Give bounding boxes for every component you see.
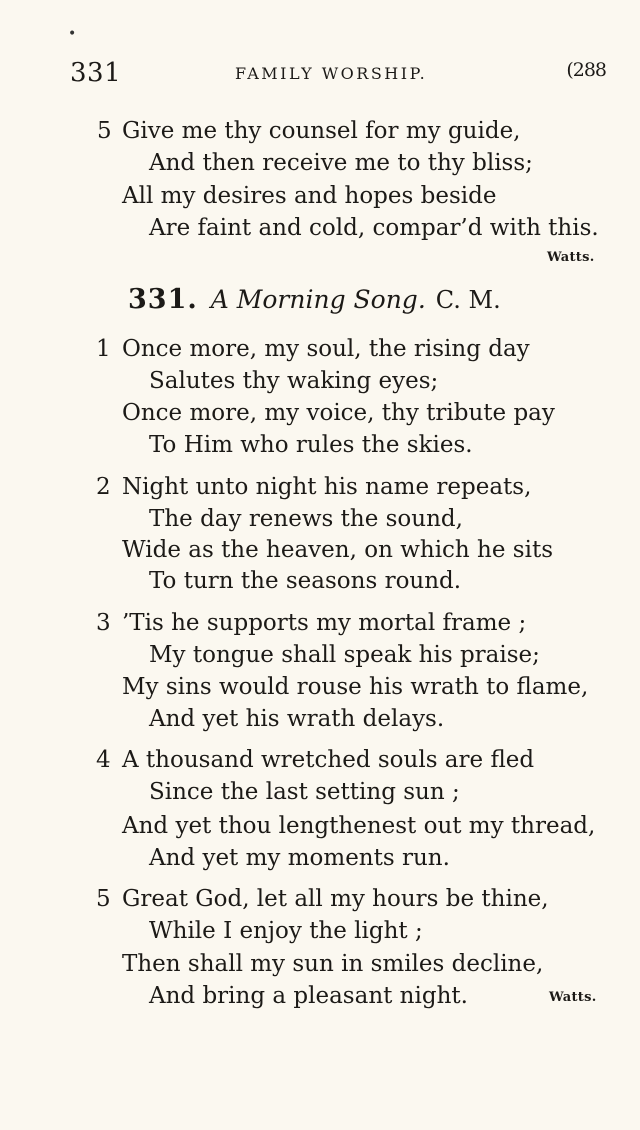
verse-line: And yet his wrath delays. (149, 706, 445, 732)
hymn-author: Watts. (549, 990, 597, 1005)
verse-line: My tongue shall speak his praise; (149, 642, 540, 668)
verse-number: 1 (96, 336, 111, 362)
verse-line: Once more, my voice, thy tribute pay (122, 400, 555, 426)
header-page-ref: (288 (566, 59, 606, 81)
verse-line: And bring a pleasant night. (149, 983, 468, 1009)
verse-line: Then shall my sun in smiles decline, (122, 951, 544, 977)
verse-line: And yet thou lengthenest out my thread, (122, 813, 596, 839)
hymn-meter: C. M. (435, 286, 501, 314)
verse-number: 2 (96, 474, 111, 500)
verse-line: To turn the seasons round. (149, 568, 462, 594)
verse-number: 5 (96, 886, 111, 912)
verse-line: Night unto night his name repeats, (122, 474, 532, 500)
verse-line: Give me thy counsel for my guide, (122, 118, 521, 144)
verse-line: Are faint and cold, compar’d with this. (149, 215, 599, 241)
verse-line: While I enjoy the light ; (149, 918, 423, 944)
verse-line: ’Tis he supports my mortal frame ; (122, 610, 527, 636)
print-speck: • (68, 26, 77, 42)
verse-line: Salutes thy waking eyes; (149, 368, 439, 394)
hymn-number-dot: . (187, 284, 197, 315)
verse-number: 3 (96, 610, 111, 636)
verse-line: Wide as the heaven, on which he sits (122, 537, 553, 563)
page-header (70, 58, 610, 92)
verse-line: Since the last setting sun ; (149, 779, 460, 805)
verse-line: The day renews the sound, (149, 506, 463, 532)
hymn-number: 331 (128, 284, 188, 315)
verse-line: Great God, let all my hours be thine, (122, 886, 549, 912)
header-title: FAMILY WORSHIP. (235, 64, 428, 83)
header-page-number: 331 (70, 58, 122, 88)
verse-line: All my desires and hopes beside (122, 183, 497, 209)
prev-hymn-author: Watts. (547, 250, 595, 265)
verse-line: Once more, my soul, the rising day (122, 336, 530, 362)
verse-line: To Him who rules the skies. (149, 432, 473, 458)
hymn-title: A Morning Song. (210, 285, 426, 314)
verse-line: And then receive me to thy bliss; (149, 150, 533, 176)
verse-line: My sins would rouse his wrath to flame, (122, 674, 589, 700)
verse-number: 5 (97, 118, 112, 144)
verse-line: A thousand wretched souls are fled (122, 747, 535, 773)
verse-number: 4 (96, 747, 111, 773)
hymn-heading (128, 284, 501, 315)
verse-line: And yet my moments run. (149, 845, 450, 871)
